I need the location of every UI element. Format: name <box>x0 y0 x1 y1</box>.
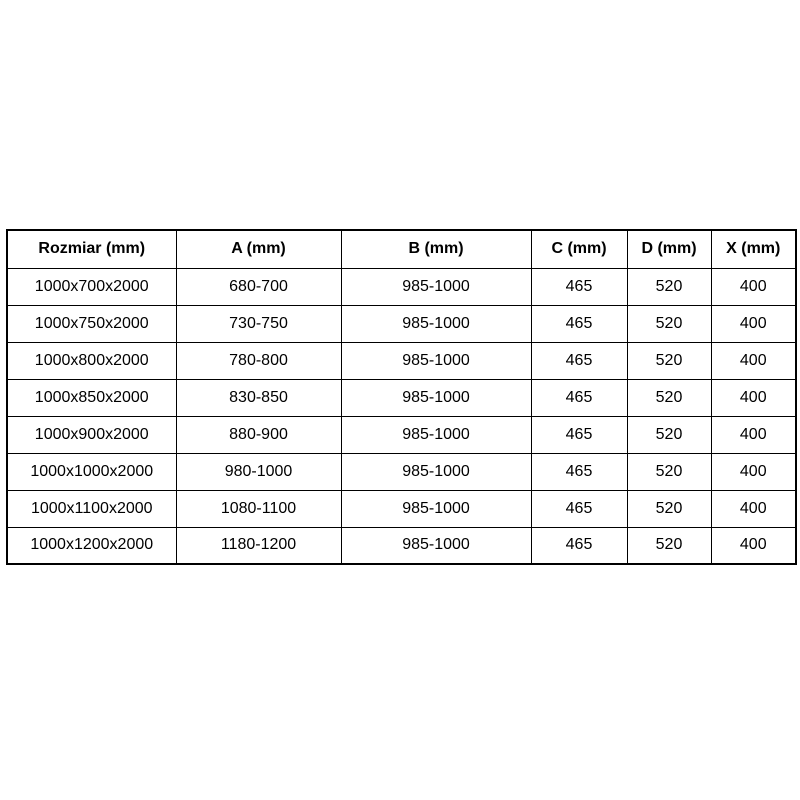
cell-d: 520 <box>627 416 711 453</box>
cell-a: 780-800 <box>176 342 341 379</box>
cell-d: 520 <box>627 453 711 490</box>
cell-x: 400 <box>711 453 796 490</box>
cell-b: 985-1000 <box>341 416 531 453</box>
cell-size: 1000x900x2000 <box>7 416 176 453</box>
cell-c: 465 <box>531 490 627 527</box>
cell-size: 1000x800x2000 <box>7 342 176 379</box>
cell-b: 985-1000 <box>341 490 531 527</box>
column-header-c: C (mm) <box>531 230 627 268</box>
cell-b: 985-1000 <box>341 527 531 564</box>
cell-size: 1000x850x2000 <box>7 379 176 416</box>
cell-c: 465 <box>531 379 627 416</box>
cell-a: 680-700 <box>176 268 341 305</box>
cell-x: 400 <box>711 268 796 305</box>
cell-d: 520 <box>627 268 711 305</box>
table-row <box>7 268 796 305</box>
cell-b: 985-1000 <box>341 342 531 379</box>
cell-x: 400 <box>711 490 796 527</box>
table-row <box>7 416 796 453</box>
cell-a: 1080-1100 <box>176 490 341 527</box>
column-header-a: A (mm) <box>176 230 341 268</box>
cell-x: 400 <box>711 305 796 342</box>
cell-c: 465 <box>531 268 627 305</box>
cell-b: 985-1000 <box>341 379 531 416</box>
cell-a: 1180-1200 <box>176 527 341 564</box>
header-row <box>7 230 796 268</box>
cell-c: 465 <box>531 416 627 453</box>
cell-a: 880-900 <box>176 416 341 453</box>
table-row <box>7 342 796 379</box>
cell-x: 400 <box>711 342 796 379</box>
table-row <box>7 490 796 527</box>
column-header-d: D (mm) <box>627 230 711 268</box>
column-header-rozmiar: Rozmiar (mm) <box>7 230 176 268</box>
cell-b: 985-1000 <box>341 268 531 305</box>
cell-d: 520 <box>627 527 711 564</box>
table-row <box>7 453 796 490</box>
dimensions-table <box>6 229 797 565</box>
cell-size: 1000x1100x2000 <box>7 490 176 527</box>
cell-size: 1000x1000x2000 <box>7 453 176 490</box>
cell-c: 465 <box>531 453 627 490</box>
cell-size: 1000x1200x2000 <box>7 527 176 564</box>
cell-b: 985-1000 <box>341 453 531 490</box>
cell-a: 830-850 <box>176 379 341 416</box>
cell-c: 465 <box>531 527 627 564</box>
column-header-x: X (mm) <box>711 230 796 268</box>
cell-b: 985-1000 <box>341 305 531 342</box>
cell-d: 520 <box>627 490 711 527</box>
cell-c: 465 <box>531 342 627 379</box>
cell-x: 400 <box>711 416 796 453</box>
cell-d: 520 <box>627 342 711 379</box>
cell-c: 465 <box>531 305 627 342</box>
size-spec-table <box>6 229 795 565</box>
column-header-b: B (mm) <box>341 230 531 268</box>
cell-a: 730-750 <box>176 305 341 342</box>
cell-a: 980-1000 <box>176 453 341 490</box>
cell-d: 520 <box>627 305 711 342</box>
cell-d: 520 <box>627 379 711 416</box>
cell-size: 1000x750x2000 <box>7 305 176 342</box>
table-row <box>7 379 796 416</box>
cell-x: 400 <box>711 379 796 416</box>
table-row <box>7 527 796 564</box>
cell-size: 1000x700x2000 <box>7 268 176 305</box>
cell-x: 400 <box>711 527 796 564</box>
table-row <box>7 305 796 342</box>
